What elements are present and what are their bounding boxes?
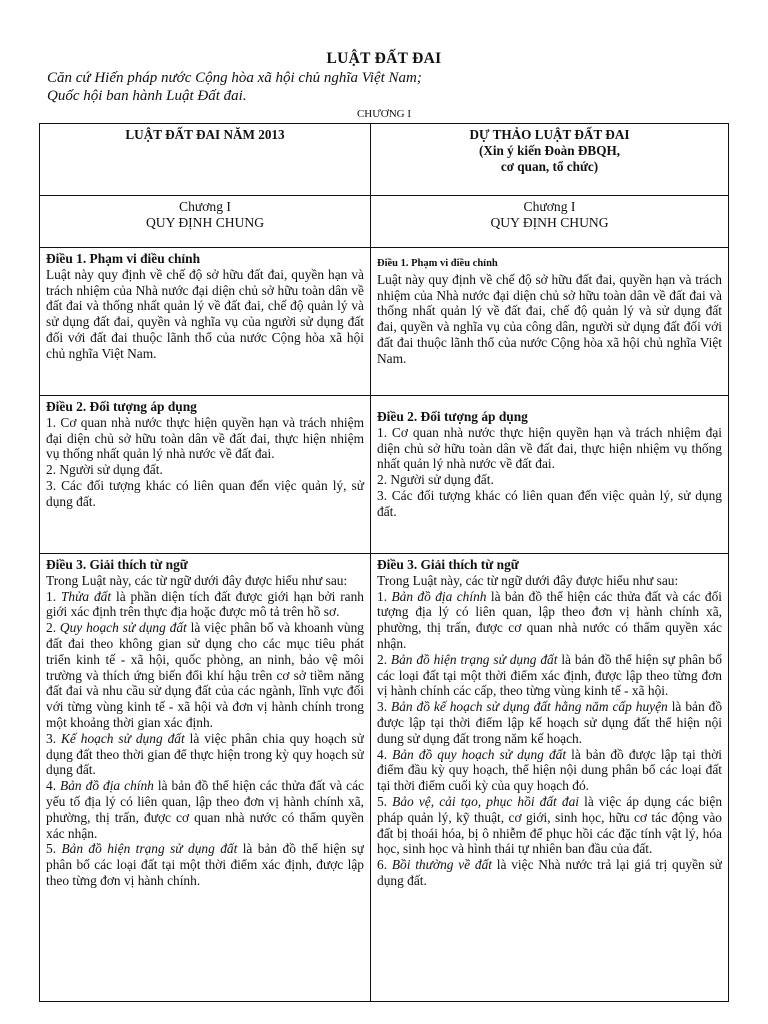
definition-right-5 (377, 794, 722, 857)
article-2-left-item-1: 1. Cơ quan nhà nước thực hiện quyền hạn và trách nhiệm đại diện chủ sở hữu toàn dân về đất đai, thực hiện nhiệm vụ thống nhất quản lý nhà nước về đất đai. (46, 414, 364, 462)
article-2-right-cell (371, 396, 729, 554)
article-1-right-cell (371, 248, 729, 396)
right-column-header (371, 124, 729, 196)
definition-number: 4. (46, 778, 61, 794)
article-3-left-intro: Trong Luật này, các từ ngữ dưới đây được hiểu như sau: (46, 572, 348, 588)
definition-left-4 (46, 778, 364, 841)
definition-right-1 (377, 589, 722, 652)
definition-right-2 (377, 652, 722, 699)
left-chapter-number: Chương I (179, 199, 231, 214)
definition-term: Quy hoạch sử dụng đất (59, 620, 187, 636)
definition-left-1 (46, 589, 364, 621)
definition-text: là việc phân bổ và khoanh vùng đất đai theo không gian sử dụng cho các mục tiêu phát triển kinh tế - xã hội, quốc phòng, an ninh, bảo vệ môi trường và thích ứng biến đổi khí hậu trên cơ sở tiềm năng đất đai và nhu cầu sử dụng đất của các ngành, lĩnh vực đối với từng vùng kinh tế - xã hội và đơn vị hành chính trong một khoảng thời gian xác định. (46, 620, 364, 730)
article-3-right-cell (371, 554, 729, 1002)
definition-term: Bản đồ địa chính (60, 778, 154, 794)
definition-text: là phần diện tích đất được giới hạn bởi ranh giới xác định trên thực địa hoặc được mô tả trên hồ sơ. (46, 588, 364, 620)
right-chapter-cell (371, 196, 729, 248)
article-1-left-cell (40, 248, 371, 396)
definition-number: 1. (46, 588, 61, 604)
article-1-right-body: Luật này quy định về chế độ sở hữu đất đai, quyền hạn và trách nhiệm của Nhà nước đại diện chủ sở hữu toàn dân về đất đai và thống nhất quản lý về đất đai, chế độ quản lý và sử dụng đất đai, quyền và nghĩa vụ của công dân, người sử dụng đất đối với đất đai thuộc lãnh thổ của nước Cộng hòa xã hội chủ nghĩa Việt Nam. (377, 271, 722, 366)
definition-term: Bản đồ hiện trạng sử dụng đất (61, 841, 238, 857)
article-2-right-item-2: 2. Người sử dụng đất. (377, 472, 494, 488)
article-1-right-title: Điều 1. Phạm vi điều chỉnh (377, 258, 498, 269)
preamble-line-2: Quốc hội ban hành Luật Đất đai. (47, 88, 247, 104)
article-3-left-cell (40, 554, 371, 1002)
article-3-right-intro: Trong Luật này, các từ ngữ dưới đây được hiểu như sau: (377, 572, 679, 588)
definition-text: là bản đồ thể hiện các thửa đất và các yếu tố địa lý có liên quan, lập theo đơn vị hành chính xã, phường, thị trấn, được cơ quan nhà nước có thẩm quyền xác nhận. (46, 778, 364, 841)
definition-right-3 (377, 699, 722, 746)
chapter-heading: CHƯƠNG I (356, 108, 412, 120)
article-3-left-title: Điều 3. Giải thích từ ngữ (46, 557, 188, 572)
right-header-line-2: (Xin ý kiến Đoàn ĐBQH, (478, 143, 621, 158)
definition-number: 5. (377, 793, 393, 809)
document-title: LUẬT ĐẤT ĐAI (326, 50, 442, 67)
article-3-row (40, 554, 729, 1002)
definition-term: Bản đồ quy hoạch sử dụng đất (392, 746, 567, 762)
preamble-line-1: Căn cứ Hiến pháp nước Cộng hòa xã hội chủ nghĩa Việt Nam; (47, 70, 422, 86)
article-1-left-title: Điều 1. Phạm vi điều chỉnh (46, 251, 201, 266)
definition-number: 3. (46, 730, 61, 746)
definition-text: là việc Nhà nước trả lại giá trị quyền sử dụng đất. (377, 857, 722, 888)
definition-term: Bản đồ kế hoạch sử dụng đất hằng năm cấp huyện (391, 699, 668, 715)
right-chapter-title: QUY ĐỊNH CHUNG (490, 214, 609, 230)
preamble (47, 69, 422, 105)
article-2-right-title: Điều 2. Đối tượng áp dụng (377, 409, 528, 424)
comparison-table (39, 123, 729, 1002)
definition-text: là việc phân chia quy hoạch sử dụng đất theo thời gian để thực hiện trong kỳ quy hoạch sử dụng đất. (46, 730, 364, 778)
definition-number: 3. (377, 699, 392, 715)
article-3-left-definitions (46, 589, 364, 889)
definition-right-4 (377, 747, 722, 794)
header-row (40, 124, 729, 196)
article-3-left-content (46, 557, 364, 997)
definition-text: là bản đồ được lập tại thời điểm lập kế hoạch sử dụng đất thể hiện nội dung sử dụng đất trong năm kế hoạch. (377, 699, 722, 746)
definition-term: Bảo vệ, cải tạo, phục hồi đất đai (392, 793, 580, 809)
article-2-left-cell (40, 396, 371, 554)
article-3-right-content (377, 557, 722, 997)
right-chapter-number: Chương I (523, 199, 576, 214)
definition-text: là bản đồ được lập tại thời điểm đầu kỳ quy hoạch, thể hiện nội dung phân bổ các loại đất tại thời điểm cuối kỳ của quy hoạch đó. (377, 746, 722, 794)
article-2-row (40, 396, 729, 554)
left-column-header: LUẬT ĐẤT ĐAI NĂM 2013 (40, 124, 371, 196)
definition-term: Bản đồ địa chính (391, 588, 487, 604)
definition-right-6 (377, 857, 722, 889)
article-2-right-item-3: 3. Các đối tượng khác có liên quan đến việc quản lý, sử dụng đất. (377, 487, 722, 519)
definition-text: là bản đồ thể hiện các thửa đất và các đối tượng địa lý có liên quan, lập theo đơn vị hành chính xã, phường, thị trấn, được cơ quan nhà nước có thẩm quyền xác nhận. (377, 588, 722, 651)
article-1-row (40, 248, 729, 396)
article-1-left-body: Luật này quy định về chế độ sở hữu đất đai, quyền hạn và trách nhiệm của Nhà nước đại diện chủ sở hữu toàn dân về đất đai và thống nhất quản lý về đất đai, chế độ quản lý và sử dụng đất đai, quyền và nghĩa vụ của người sử dụng đất đối với đất đai thuộc lãnh thổ của nước Cộng hòa xã hội chủ nghĩa Việt Nam. (46, 266, 364, 361)
article-2-left-title: Điều 2. Đối tượng áp dụng (46, 399, 197, 414)
article-3-right-title: Điều 3. Giải thích từ ngữ (377, 557, 519, 572)
right-header-line-1: DỰ THẢO LUẬT ĐẤT ĐAI (469, 127, 630, 142)
article-3-right-definitions (377, 589, 722, 889)
chapter-row (40, 196, 729, 248)
left-chapter-cell (40, 196, 371, 248)
article-2-right-item-1: 1. Cơ quan nhà nước thực hiện quyền hạn và trách nhiệm đại diện chủ sở hữu toàn dân về đất đai, thực hiện nhiệm vụ thống nhất quản lý nhà nước về đất đai. (377, 424, 722, 472)
article-2-left-item-2: 2. Người sử dụng đất. (46, 462, 163, 478)
right-header-line-3: cơ quan, tổ chức) (500, 159, 599, 174)
definition-number: 4. (377, 746, 393, 762)
definition-number: 6. (377, 857, 392, 873)
definition-term: Kế hoạch sử dụng đất (60, 730, 185, 746)
left-chapter-title: QUY ĐỊNH CHUNG (145, 214, 265, 230)
definition-left-2 (46, 620, 364, 731)
definition-term: Bản đồ hiện trạng sử dụng đất (390, 651, 558, 667)
definition-text: là bản đồ thể hiện sự phân bố các loại đất tại một thời điểm xác định, được lập theo từng đơn vị hành chính. (46, 841, 364, 888)
definition-number: 5. (46, 841, 62, 857)
definition-number: 2. (46, 620, 60, 636)
definition-term: Bồi thường về đất (391, 857, 493, 873)
article-2-left-item-3: 3. Các đối tượng khác có liên quan đến việc quản lý, sử dụng đất. (46, 477, 364, 509)
definition-text: là bản đồ thể hiện sự phân bố các loại đất tại một thời điểm xác định, được lập theo từng đơn vị hành chính các cấp, theo từng vùng kinh tế - xã hội. (377, 651, 722, 699)
definition-term: Thửa đất (60, 588, 112, 604)
definition-text: là việc áp dụng các biện pháp quản lý, kỹ thuật, cơ giới, sinh học, hữu cơ tác động vào đất bị thoái hóa, bị ô nhiễm để phục hồi các đặc tính vật lý, hóa học, sinh học và hình thái tự nhiên ban đầu của đất. (377, 793, 722, 857)
definition-left-3 (46, 731, 364, 778)
definition-number: 2. (377, 651, 391, 667)
definition-number: 1. (377, 588, 392, 604)
definition-left-5 (46, 841, 364, 888)
